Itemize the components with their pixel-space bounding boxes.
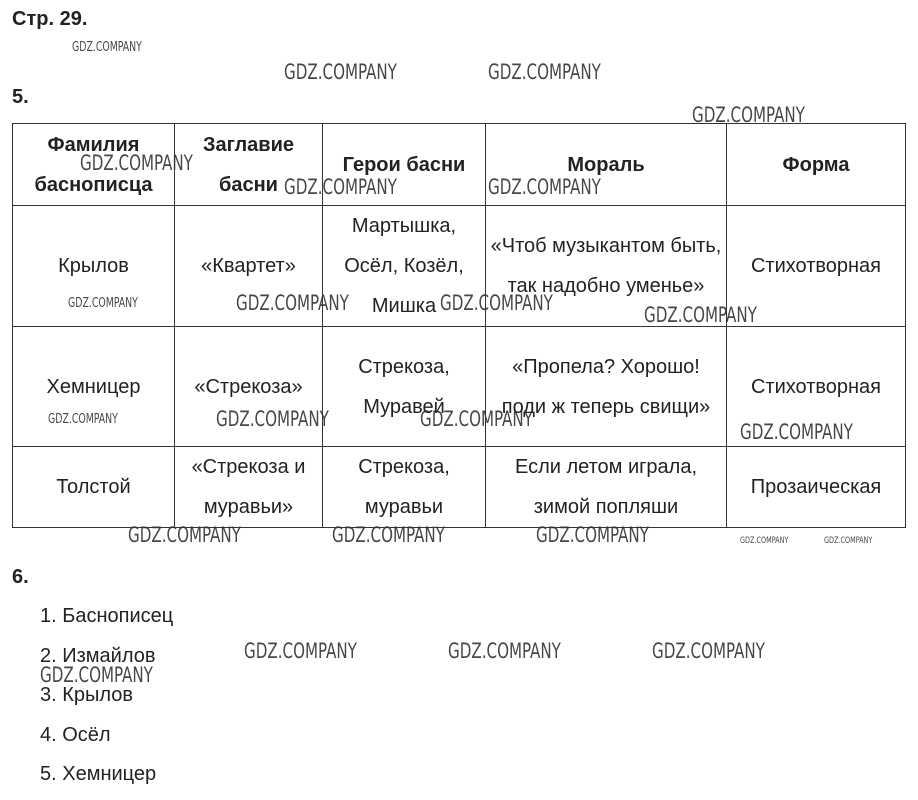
watermark: GDZ.COMPANY <box>128 523 241 547</box>
task-6-heading: 6. <box>12 566 29 588</box>
watermark: GDZ.COMPANY <box>80 151 193 175</box>
header-author: Фамилия баснописца <box>13 124 175 206</box>
table-row <box>13 327 906 447</box>
cell-characters: Мартышка, Осёл, Козёл, Мишка <box>323 206 486 327</box>
watermark: GDZ.COMPANY <box>488 60 601 84</box>
cell-characters: Стрекоза, муравьи <box>323 447 486 528</box>
watermark: GDZ.COMPANY <box>420 407 533 431</box>
watermark: GDZ.COMPANY <box>48 412 118 427</box>
answers-list <box>40 597 173 795</box>
watermark: GDZ.COMPANY <box>216 407 329 431</box>
cell-title: «Стрекоза» <box>175 327 323 447</box>
watermark: GDZ.COMPANY <box>644 303 757 327</box>
cell-moral: Если летом играла, зимой попляши <box>486 447 727 528</box>
header-title: Заглавие басни <box>175 124 323 206</box>
watermark: GDZ.COMPANY <box>652 639 765 663</box>
list-item: 2. Измайлов <box>40 644 156 667</box>
fables-table <box>12 123 906 528</box>
cell-title: «Стрекоза и муравьи» <box>175 447 323 528</box>
task-5-heading: 5. <box>12 86 29 108</box>
cell-form: Стихотворная <box>727 327 906 447</box>
cell-author: Толстой <box>13 447 175 528</box>
watermark: GDZ.COMPANY <box>72 40 142 55</box>
page-number-heading: Стр. 29. <box>12 8 88 30</box>
header-form: Форма <box>727 124 906 206</box>
watermark: GDZ.COMPANY <box>488 175 601 199</box>
list-item: 3. Крылов <box>40 684 134 706</box>
watermark: GDZ.COMPANY <box>448 639 561 663</box>
watermark: GDZ.COMPANY <box>740 420 853 444</box>
watermark: GDZ.COMPANY <box>236 291 349 315</box>
table-row <box>13 447 906 528</box>
cell-title: «Квартет» <box>175 206 323 327</box>
cell-author: Хемницер <box>13 327 175 447</box>
cell-form: Прозаическая <box>727 447 906 528</box>
cell-moral: «Чтоб музыкантом быть, так надобно уменье» <box>486 206 727 327</box>
watermark: GDZ.COMPANY <box>284 175 397 199</box>
watermark: GDZ.COMPANY <box>692 103 805 127</box>
cell-author: Крылов <box>13 206 175 327</box>
cell-moral: «Пропела? Хорошо! поди ж теперь свищи» <box>486 327 727 447</box>
header-moral: Мораль <box>486 124 727 206</box>
list-item: 1. Баснописец <box>40 605 174 627</box>
table-row <box>13 206 906 327</box>
list-item: 5. Хемницер <box>40 763 157 785</box>
watermark: GDZ.COMPANY <box>40 663 153 687</box>
cell-characters: Стрекоза, Муравей <box>323 327 486 447</box>
watermark: GDZ.COMPANY <box>824 536 873 546</box>
cell-form: Стихотворная <box>727 206 906 327</box>
list-item: 4. Осёл <box>40 723 111 746</box>
watermark: GDZ.COMPANY <box>284 60 397 84</box>
watermark: GDZ.COMPANY <box>332 523 445 547</box>
header-characters: Герои басни <box>323 124 486 206</box>
table-header-row <box>13 124 906 206</box>
watermark: GDZ.COMPANY <box>68 296 138 311</box>
watermark: GDZ.COMPANY <box>440 291 553 315</box>
watermark: GDZ.COMPANY <box>740 536 789 546</box>
watermark: GDZ.COMPANY <box>244 639 357 663</box>
watermark: GDZ.COMPANY <box>536 523 649 547</box>
